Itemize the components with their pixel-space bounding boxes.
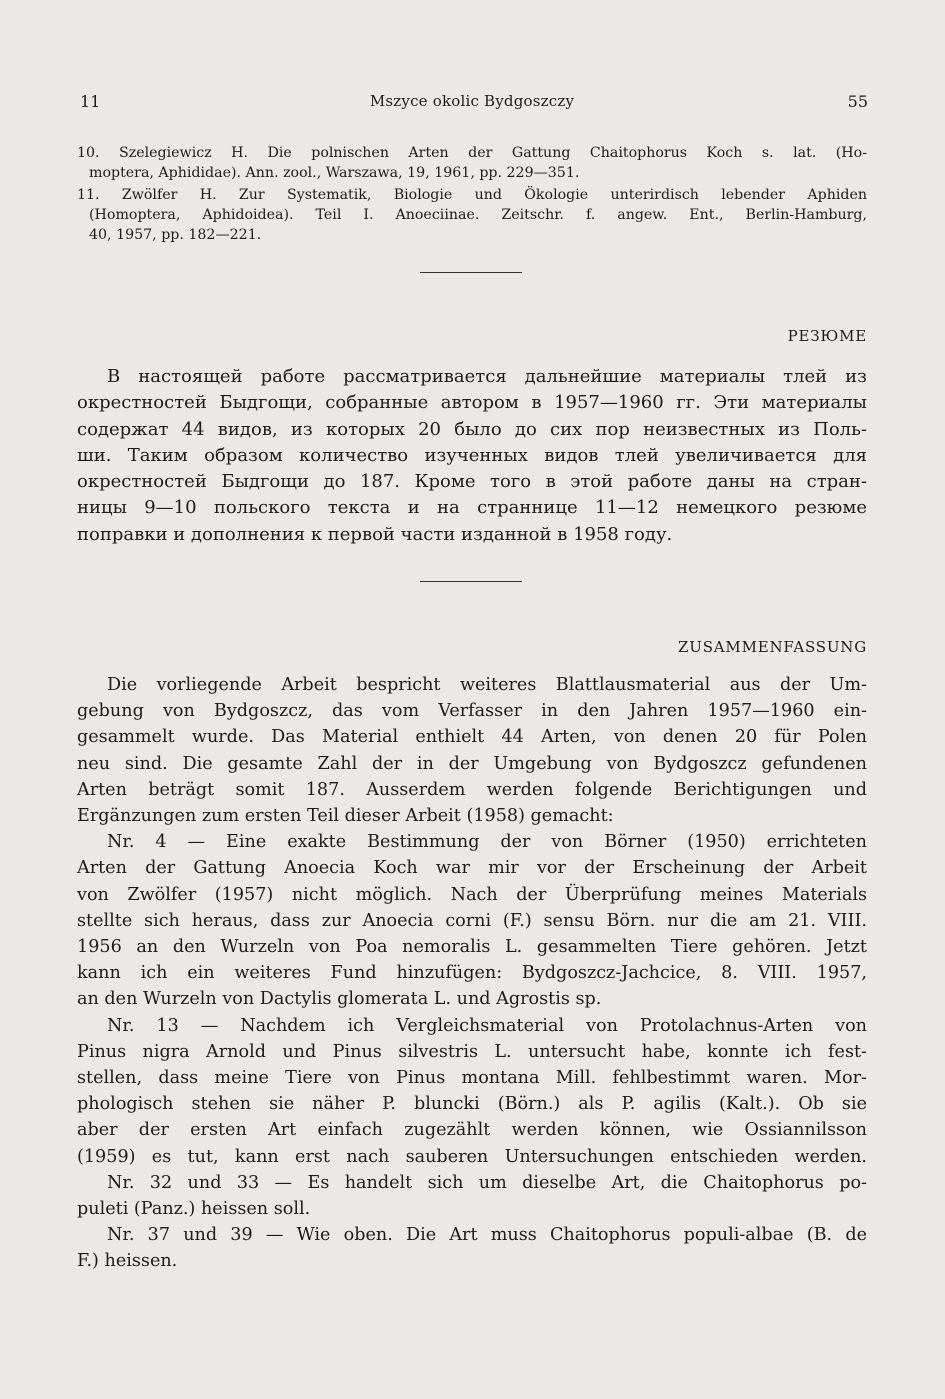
page-number-right: 55 bbox=[847, 92, 868, 111]
text-line: содержат 44 видов, из которых 20 было до сих пор неизвестных из Поль- bbox=[77, 418, 867, 440]
text-line: aber der ersten Art einfach zugezählt werden können, wie Ossiannilsson bbox=[77, 1120, 867, 1141]
text-line: von Zwölfer (1957) nicht möglich. Nach der Überprüfung meines Materials bbox=[77, 884, 867, 905]
text-line: stellen, dass meine Tiere von Pinus montana Mill. fehlbestimmt waren. Mor- bbox=[77, 1068, 867, 1089]
text-line: F.) heissen. bbox=[77, 1251, 178, 1272]
text-line: В настоящей работе рассматривается дальнейшие материалы тлей из bbox=[107, 366, 867, 387]
reference-line: 40, 1957, pp. 182—221. bbox=[89, 227, 262, 243]
text-line: окрестностей Быдгощи, собранные автором в 1957—1960 гг. Эти материалы bbox=[77, 392, 867, 414]
text-line: an den Wurzeln von Dactylis glomerata L. und Agrostis sp. bbox=[77, 989, 602, 1010]
page-header bbox=[76, 92, 868, 116]
text-line: gebung von Bydgoszcz, das vom Verfasser in den Jahren 1957—1960 ein- bbox=[77, 701, 867, 722]
text-line: kann ich ein weiteres Fund hinzufügen: Bydgoszcz-Jachcice, 8. VIII. 1957, bbox=[77, 963, 867, 984]
text-line: Nr. 37 und 39 — Wie oben. Die Art muss Chaitophorus populi-albae (B. de bbox=[107, 1225, 867, 1246]
text-line: stellte sich heraus, dass zur Anoecia corni (F.) sensu Börn. nur die am 21. VIII. bbox=[77, 910, 867, 931]
text-line: ницы 9—10 польского текста и на страннице 11—12 немецкого резюме bbox=[77, 497, 867, 519]
running-title: Mszyce okolic Bydgoszczy bbox=[369, 92, 575, 110]
reference-line: 11. Zwölfer H. Zur Systematik, Biologie und Ökologie unterirdisch lebender Aphiden bbox=[77, 187, 867, 203]
text-line: Arten der Gattung Anoecia Koch war mir vor der Erscheinung der Arbeit bbox=[77, 858, 867, 879]
text-line: Nr. 32 und 33 — Es handelt sich um dieselbe Art, die Chaitophorus po- bbox=[107, 1172, 867, 1193]
german-summary-heading: ZUSAMMENFASSUNG bbox=[678, 638, 867, 656]
text-line: окрестностей Быдгощи до 187. Кроме того в этой работе даны на стран- bbox=[77, 471, 867, 493]
text-line: gesammelt wurde. Das Material enthielt 44 Arten, von denen 20 für Polen bbox=[77, 727, 867, 748]
text-line: (1959) es tut, kann erst nach sauberen Untersuchungen entschieden werden. bbox=[77, 1146, 867, 1167]
section-divider bbox=[420, 272, 522, 273]
text-line: Nr. 4 — Eine exakte Bestimmung der von Börner (1950) errichteten bbox=[107, 832, 867, 853]
section-divider bbox=[420, 581, 522, 582]
text-line: Ergänzungen zum ersten Teil dieser Arbeit (1958) gemacht: bbox=[77, 806, 614, 827]
text-line: 1956 an den Wurzeln von Poa nemoralis L. gesammelten Tiere gehören. Jetzt bbox=[77, 937, 867, 958]
reference-line: 10. Szelegiewicz H. Die polnischen Arten der Gattung Chaitophorus Koch s. lat. (Ho- bbox=[77, 145, 867, 161]
reference-item bbox=[77, 143, 867, 183]
russian-summary-heading: РЕЗЮМЕ bbox=[787, 327, 867, 345]
reference-line: (Homoptera, Aphidoidea). Teil I. Anoeciinae. Zeitschr. f. angew. Ent., Berlin-Hamburg, bbox=[89, 207, 867, 223]
text-line: Pinus nigra Arnold und Pinus silvestris L. untersucht habe, konnte ich fest- bbox=[77, 1041, 867, 1062]
text-line: Nr. 13 — Nachdem ich Vergleichsmaterial von Protolachnus-Arten von bbox=[107, 1015, 867, 1036]
text-line: puleti (Panz.) heissen soll. bbox=[77, 1199, 311, 1220]
russian-summary-text bbox=[77, 364, 867, 548]
text-line: Die vorliegende Arbeit bespricht weiteres Blattlausmaterial aus der Um- bbox=[107, 675, 867, 695]
reference-line: moptera, Aphididae). Ann. zool., Warszawa, 19, 1961, pp. 229—351. bbox=[89, 165, 580, 181]
reference-item bbox=[77, 185, 867, 245]
text-line: поправки и дополнения к первой части изданной в 1958 году. bbox=[77, 523, 673, 545]
text-line: phologisch stehen sie näher P. bluncki (Börn.) als P. agilis (Kalt.). Ob sie bbox=[77, 1094, 867, 1115]
text-line: Arten beträgt somit 187. Ausserdem werden folgende Berichtigungen und bbox=[77, 779, 867, 800]
page-number-left: 11 bbox=[80, 92, 101, 111]
reference-list bbox=[77, 143, 867, 247]
german-summary-text bbox=[77, 672, 867, 1275]
text-line: ши. Таким образом количество изученных видов тлей увеличивается для bbox=[77, 444, 867, 466]
text-line: neu sind. Die gesamte Zahl der in der Umgebung von Bydgoszcz gefundenen bbox=[77, 753, 867, 774]
